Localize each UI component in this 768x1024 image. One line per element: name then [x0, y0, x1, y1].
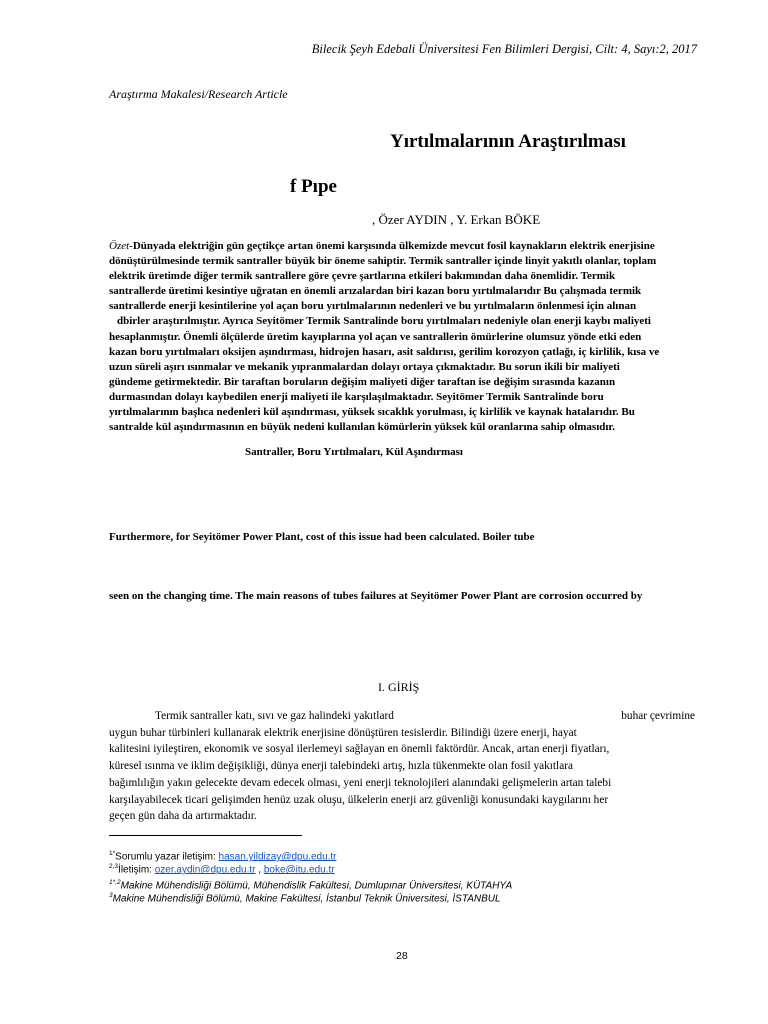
abstract-line: santralde kül aşındırmasının en büyük nedeni kullanılan kömürlerin yüksek kül oranlarına sahip olmasıdır.	[109, 421, 616, 434]
journal-header: Bilecik Şeyh Edebali Üniversitesi Fen Bilimleri Dergisi, Cilt: 4, Sayı:2, 2017	[311, 42, 697, 56]
page-number: 28	[396, 950, 408, 962]
abstract-line: santrallerde üretimi kesintiye uğratan en önemli arızalardan biri kazan boru yırtılmalarıdır Bu çalışmada termik	[109, 285, 642, 298]
footnote-marker: 1*,2	[109, 879, 121, 886]
intro-line: karşılayabilecek ticari gelişimden henüz uzak oluşu, ülkelerin enerji arz güvenliği konusundaki kaygılarını her	[109, 793, 609, 806]
section-heading: I. GİRİŞ	[378, 680, 420, 694]
intro-line: bağımlılığın yakın gelecekte devam edecek olması, yeni enerji teknolojileri alanındaki gelişmelerin artan talebi	[109, 776, 612, 789]
footnote-text: İletişim:	[118, 864, 155, 876]
abstract-ozet	[109, 239, 695, 435]
article-type: Araştırma Makalesi/Research Article	[109, 87, 288, 101]
footnote-contact	[109, 863, 335, 875]
abstract-line: hesaplanmıştır. Önemli ölçülerde üretim kayıplarına yol açan ve santrallerin ömürlerine olumsuz yönde etki eden	[109, 330, 642, 343]
english-abstract-fragment-1: Furthermore, for Seyitömer Power Plant, cost of this issue had been calculated. Boiler tube	[109, 531, 535, 543]
footnote-text: Makine Mühendisliği Bölümü, Makine Fakültesi, İstanbul Teknik Üniversitesi, İSTANBUL	[112, 893, 501, 905]
abstract-line	[109, 239, 695, 254]
abstract-line: durmasından dolayı kaybedilen enerji maliyeti ile karşılaşılmaktadır. Seyitömer Termik Santralinde boru	[109, 390, 604, 403]
footnote-text: Sorumlu yazar iletişim:	[115, 851, 219, 863]
english-abstract-fragment-2: seen on the changing time. The main reasons of tubes failures at Seyitömer Power Plant are corrosion occurred by	[109, 590, 643, 602]
intro-first-left: Termik santraller katı, sıvı ve gaz halindeki yakıtlard	[155, 710, 394, 722]
abstract-line: dönüştürülmesinde termik santraller büyük bir öneme sahiptir. Termik santraller içinde linyit yakıtlı olanlar, toplam	[109, 255, 657, 268]
intro-line: küresel ısınma ve iklim değişikliği, dünya enerji talebindeki artış, hızla tükenmekte olan fosil yakıtlara	[109, 760, 573, 773]
email-link-aydin[interactable]: ozer.aydin@dpu.edu.tr	[154, 864, 256, 876]
footnote-affiliation-2	[109, 892, 501, 904]
authors: , Özer AYDIN , Y. Erkan BÖKE	[372, 212, 541, 227]
abstract-line: uzun süreli aşırı ısınmalar ve mekanik yıpranmalardan dolayı ortaya çıkmaktadır. Bu sorun ikili bir maliyeti	[109, 360, 620, 373]
abstract-line: kazan boru yırtılmaları oksijen aşındırması, hidrojen hasarı, asit saldırısı, gerilim korozyon çatlağı, iç kirlilik, kısa ve	[109, 345, 660, 358]
email-link-boke[interactable]: boke@itu.edu.tr	[263, 864, 335, 876]
ozet-label: Özet-	[109, 240, 133, 252]
footnote-marker: 2,3	[109, 863, 119, 870]
footnote-affiliation-1	[109, 879, 512, 891]
abstract-line: elektrik üretimde diğer termik santrallere göre çevre şartlarına etkileri bakımından daha önemlidir. Termik	[109, 270, 616, 283]
abstract-line: gündeme getirmektedir. Bir taraftan boruların değişim maliyeti diğer taraftan ise değişim sırasında kazanın	[109, 375, 616, 388]
abstract-line-text: Dünyada elektriğin gün geçtikçe artan önemi karşısında ülkemizde mevcut fosil kaynakların elektrik enerjisine	[132, 240, 655, 252]
paper-title-line-1: Yırtılmalarının Araştırılması	[390, 131, 626, 152]
footnote-divider	[109, 835, 302, 836]
intro-first-right: buhar çevrimine	[621, 710, 695, 722]
intro-line: geçen gün daha da artırmaktadır.	[109, 810, 257, 823]
footnote-marker: 3	[109, 892, 113, 899]
abstract-line: santrallerde enerji kesintilerine yol açan boru yırtılmalarının nedenleri ve bu yırtılmaların önlenmesi için alınan	[109, 300, 637, 313]
intro-line: kalitesini iyileştiren, ekonomik ve sosyal ilerlemeyi sağlayan en önemli faktördür. Ancak, artan enerji fiyatları,	[109, 743, 610, 756]
introduction-paragraph	[109, 708, 695, 825]
keywords: Santraller, Boru Yırtılmaları, Kül Aşındırması	[245, 446, 463, 458]
abstract-line: dbirler araştırılmıştır. Ayrıca Seyitömer Termik Santralinde boru yırtılmaları nedeniyle olan enerji kaybı maliyeti	[117, 315, 651, 328]
footnote-separator: ,	[255, 864, 264, 876]
footnote-marker: 1*	[109, 850, 116, 857]
intro-first-line	[109, 708, 695, 725]
abstract-line: yırtılmalarının başlıca nedenleri kül aşındırması, yüksek sıcaklık yorulması, iç kirlilik ve kaynak hatalarıdır. Bu	[109, 406, 635, 419]
email-link-corresponding[interactable]: hasan.yildizay@dpu.edu.tr	[218, 851, 337, 863]
footnote-corresponding	[109, 850, 337, 862]
intro-line: uygun buhar türbinleri kullanarak elektrik enerjisine dönüştüren tesislerdir. Bilindiği üzere enerji, hayat	[109, 726, 577, 739]
footnote-text: Makine Mühendisliği Bölümü, Mühendislik Fakültesi, Dumlupınar Üniversitesi, KÜTAHYA	[120, 880, 513, 892]
paper-title-line-2: f Pıpe	[290, 176, 337, 197]
